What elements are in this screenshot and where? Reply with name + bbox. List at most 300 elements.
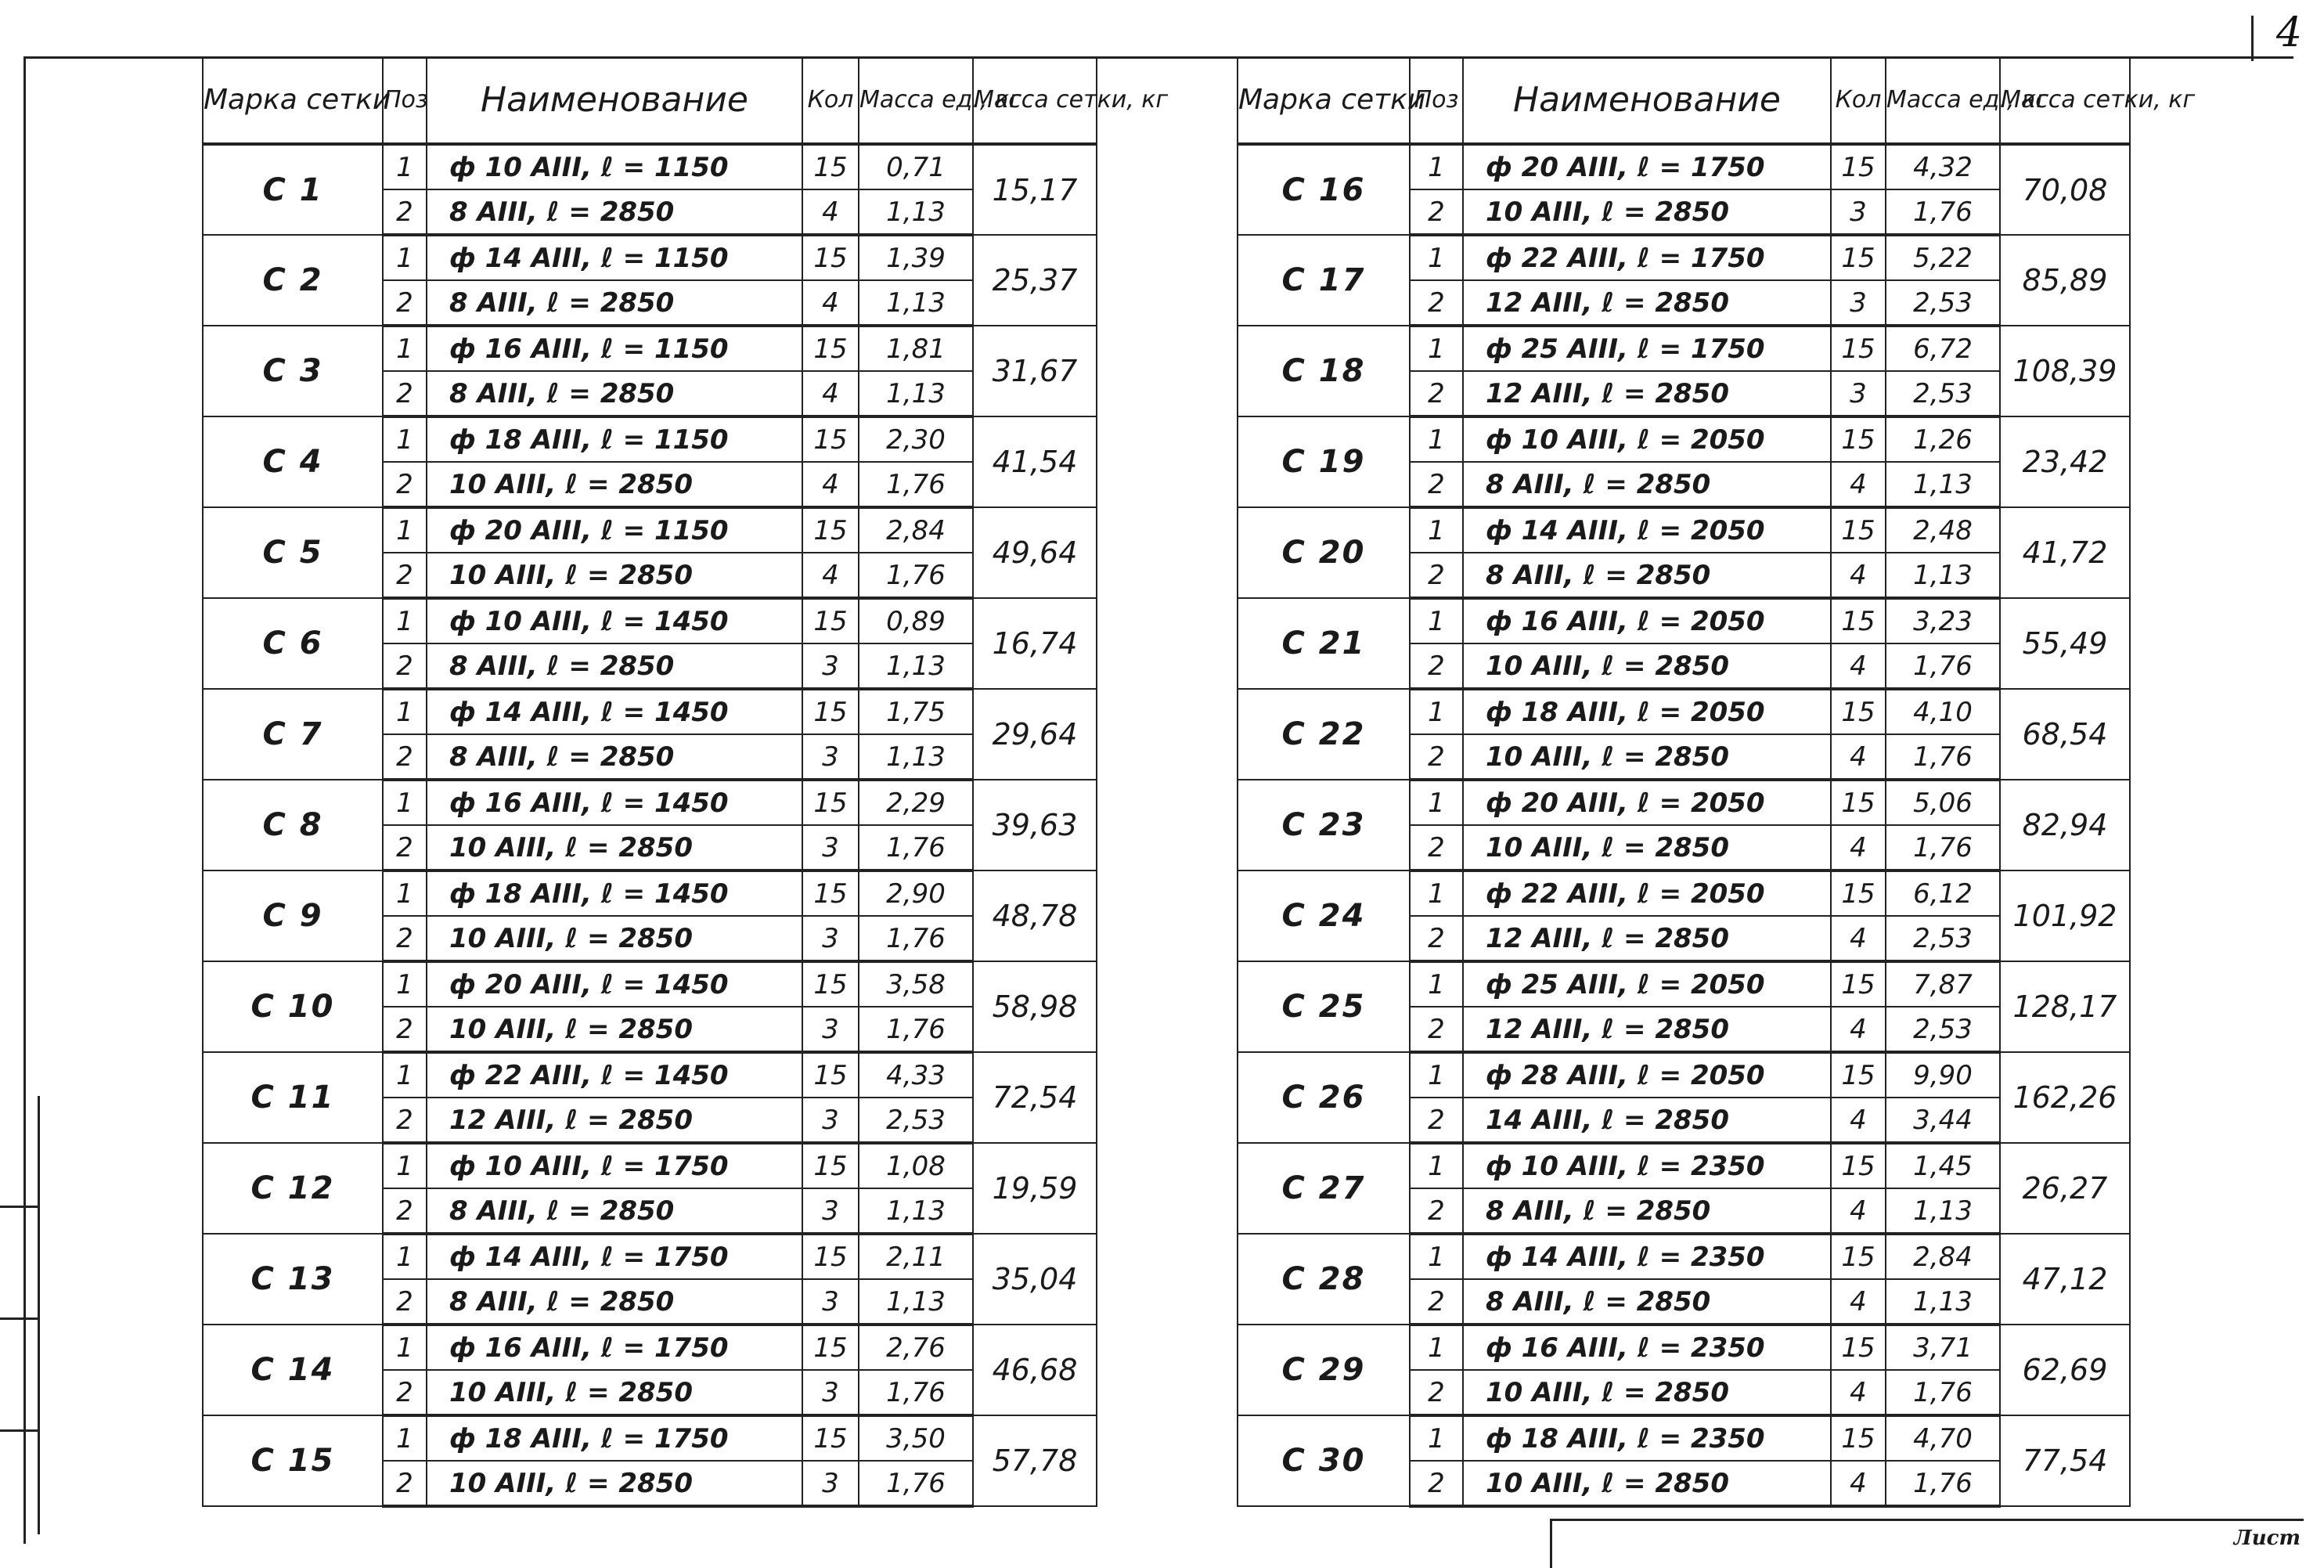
name-cell: ф 14 АIII, ℓ = 2350 [1463, 1234, 1831, 1279]
header-row [1238, 57, 2130, 144]
mesh-total-mass-cell: 19,59 [973, 1143, 1097, 1234]
quantity-cell: 15 [802, 1234, 859, 1279]
table-row [1238, 780, 2130, 825]
right-spec-table [1237, 56, 2196, 1508]
position-cell: 2 [383, 462, 427, 507]
name-cell: ф 10 АIII, ℓ = 2050 [1463, 416, 1831, 462]
table-row [203, 1234, 1097, 1279]
position-cell: 1 [1410, 1415, 1463, 1461]
name-cell: 8 АIII, ℓ = 2850 [427, 1188, 802, 1234]
unit-mass-cell: 1,76 [1886, 189, 2000, 235]
quantity-cell: 4 [1831, 1279, 1886, 1325]
header-name: Наименование [1463, 57, 1831, 144]
quantity-cell: 15 [1831, 1325, 1886, 1370]
mesh-mark-cell: С 16 [1238, 144, 1410, 235]
name-cell: 8 АIII, ℓ = 2850 [427, 189, 802, 235]
unit-mass-cell: 6,12 [1886, 871, 2000, 916]
unit-mass-cell: 1,13 [859, 280, 973, 326]
name-cell: 12 АIII, ℓ = 2850 [1463, 916, 1831, 961]
unit-mass-cell: 1,81 [859, 326, 973, 371]
position-cell: 2 [1410, 916, 1463, 961]
table-row [1238, 326, 2130, 371]
quantity-cell: 15 [802, 1052, 859, 1098]
quantity-cell: 4 [1831, 916, 1886, 961]
name-cell: 8 АIII, ℓ = 2850 [1463, 1188, 1831, 1234]
unit-mass-cell: 2,90 [859, 871, 973, 916]
table-row [203, 689, 1097, 734]
table-row [203, 416, 1097, 462]
position-cell: 2 [383, 916, 427, 961]
mesh-mark-cell: С 28 [1238, 1234, 1410, 1325]
name-cell: ф 18 АIII, ℓ = 2050 [1463, 689, 1831, 734]
table-row [203, 1325, 1097, 1370]
quantity-cell: 15 [802, 144, 859, 189]
position-cell: 1 [1410, 507, 1463, 553]
unit-mass-cell: 1,13 [859, 371, 973, 416]
mesh-mark-cell: С 5 [203, 507, 383, 598]
position-cell: 2 [383, 825, 427, 871]
table-row [203, 961, 1097, 1007]
position-cell: 1 [1410, 871, 1463, 916]
quantity-cell: 3 [802, 1098, 859, 1143]
unit-mass-cell: 1,75 [859, 689, 973, 734]
name-cell: ф 16 АIII, ℓ = 2050 [1463, 598, 1831, 643]
position-cell: 1 [1410, 416, 1463, 462]
mesh-total-mass-cell: 57,78 [973, 1415, 1097, 1506]
quantity-cell: 3 [802, 916, 859, 961]
header-qty: Кол [1831, 57, 1886, 144]
mesh-total-mass-cell: 68,54 [2000, 689, 2130, 780]
position-cell: 2 [1410, 553, 1463, 598]
quantity-cell: 15 [1831, 1052, 1886, 1098]
name-cell: ф 16 АIII, ℓ = 1450 [427, 780, 802, 825]
mesh-mark-cell: С 4 [203, 416, 383, 507]
position-cell: 1 [1410, 235, 1463, 280]
unit-mass-cell: 6,72 [1886, 326, 2000, 371]
quantity-cell: 3 [802, 1188, 859, 1234]
unit-mass-cell: 2,84 [1886, 1234, 2000, 1279]
table-row [1238, 598, 2130, 643]
binding-strip [0, 1096, 40, 1534]
unit-mass-cell: 4,10 [1886, 689, 2000, 734]
unit-mass-cell: 1,13 [1886, 462, 2000, 507]
table-row [1238, 961, 2130, 1007]
position-cell: 2 [1410, 1370, 1463, 1415]
position-cell: 1 [1410, 326, 1463, 371]
title-block-frame [1550, 1519, 2304, 1568]
name-cell: ф 20 АIII, ℓ = 1450 [427, 961, 802, 1007]
quantity-cell: 4 [1831, 553, 1886, 598]
quantity-cell: 15 [1831, 1415, 1886, 1461]
mesh-mark-cell: С 18 [1238, 326, 1410, 416]
quantity-cell: 15 [802, 1415, 859, 1461]
unit-mass-cell: 4,70 [1886, 1415, 2000, 1461]
position-cell: 1 [1410, 1325, 1463, 1370]
quantity-cell: 4 [802, 462, 859, 507]
name-cell: 10 АIII, ℓ = 2850 [427, 553, 802, 598]
name-cell: ф 14 АIII, ℓ = 1450 [427, 689, 802, 734]
name-cell: ф 16 АIII, ℓ = 1750 [427, 1325, 802, 1370]
name-cell: ф 10 АIII, ℓ = 1150 [427, 144, 802, 189]
name-cell: ф 20 АIII, ℓ = 1150 [427, 507, 802, 553]
name-cell: 10 АIII, ℓ = 2850 [427, 1461, 802, 1506]
name-cell: ф 10 АIII, ℓ = 1450 [427, 598, 802, 643]
mesh-mark-cell: С 11 [203, 1052, 383, 1143]
position-cell: 2 [383, 643, 427, 689]
name-cell: ф 20 АIII, ℓ = 1750 [1463, 144, 1831, 189]
quantity-cell: 3 [802, 1370, 859, 1415]
name-cell: ф 28 АIII, ℓ = 2050 [1463, 1052, 1831, 1098]
name-cell: 12 АIII, ℓ = 2850 [1463, 280, 1831, 326]
position-cell: 1 [383, 1325, 427, 1370]
table-row [1238, 235, 2130, 280]
quantity-cell: 3 [1831, 280, 1886, 326]
unit-mass-cell: 1,76 [859, 916, 973, 961]
quantity-cell: 15 [1831, 1143, 1886, 1188]
quantity-cell: 15 [1831, 507, 1886, 553]
table-row [203, 871, 1097, 916]
mesh-total-mass-cell: 29,64 [973, 689, 1097, 780]
position-cell: 1 [383, 416, 427, 462]
quantity-cell: 15 [802, 1143, 859, 1188]
mesh-total-mass-cell: 128,17 [2000, 961, 2130, 1052]
name-cell: ф 14 АIII, ℓ = 2050 [1463, 507, 1831, 553]
position-cell: 1 [383, 144, 427, 189]
quantity-cell: 3 [1831, 371, 1886, 416]
header-pos: Поз [1410, 57, 1463, 144]
mesh-total-mass-cell: 162,26 [2000, 1052, 2130, 1143]
mesh-mark-cell: С 13 [203, 1234, 383, 1325]
position-cell: 1 [383, 326, 427, 371]
frame-right-line [2251, 16, 2254, 61]
header-mark: Марка сетки [1238, 57, 1410, 144]
mesh-total-mass-cell: 31,67 [973, 326, 1097, 416]
name-cell: 14 АIII, ℓ = 2850 [1463, 1098, 1831, 1143]
position-cell: 1 [1410, 961, 1463, 1007]
unit-mass-cell: 2,11 [859, 1234, 973, 1279]
mesh-total-mass-cell: 47,12 [2000, 1234, 2130, 1325]
quantity-cell: 15 [802, 235, 859, 280]
unit-mass-cell: 1,13 [859, 189, 973, 235]
unit-mass-cell: 1,13 [1886, 553, 2000, 598]
table-row [1238, 1325, 2130, 1370]
position-cell: 1 [1410, 598, 1463, 643]
table-row [203, 780, 1097, 825]
mesh-total-mass-cell: 46,68 [973, 1325, 1097, 1415]
quantity-cell: 4 [802, 553, 859, 598]
table-row [203, 1143, 1097, 1188]
position-cell: 1 [383, 598, 427, 643]
quantity-cell: 15 [1831, 1234, 1886, 1279]
position-cell: 2 [383, 280, 427, 326]
position-cell: 2 [1410, 825, 1463, 871]
header-total-mass: Масса сетки, кг [973, 57, 1097, 144]
mesh-mark-cell: С 21 [1238, 598, 1410, 689]
quantity-cell: 15 [802, 689, 859, 734]
quantity-cell: 15 [1831, 871, 1886, 916]
page-number: 4 [2275, 9, 2302, 56]
name-cell: 10 АIII, ℓ = 2850 [427, 1007, 802, 1052]
position-cell: 2 [1410, 280, 1463, 326]
quantity-cell: 15 [802, 416, 859, 462]
quantity-cell: 15 [1831, 144, 1886, 189]
position-cell: 2 [383, 371, 427, 416]
unit-mass-cell: 1,13 [859, 643, 973, 689]
position-cell: 1 [383, 1143, 427, 1188]
name-cell: ф 25 АIII, ℓ = 1750 [1463, 326, 1831, 371]
quantity-cell: 4 [1831, 734, 1886, 780]
unit-mass-cell: 5,06 [1886, 780, 2000, 825]
mesh-mark-cell: С 2 [203, 235, 383, 326]
quantity-cell: 4 [1831, 462, 1886, 507]
quantity-cell: 4 [1831, 1188, 1886, 1234]
mesh-total-mass-cell: 85,89 [2000, 235, 2130, 326]
position-cell: 1 [383, 1234, 427, 1279]
mesh-mark-cell: С 6 [203, 598, 383, 689]
table-row [203, 1052, 1097, 1098]
quantity-cell: 15 [802, 326, 859, 371]
header-unit-mass: Масса ед., кг [1886, 57, 2000, 144]
mesh-mark-cell: С 9 [203, 871, 383, 961]
mesh-mark-cell: С 3 [203, 326, 383, 416]
name-cell: ф 18 АIII, ℓ = 1750 [427, 1415, 802, 1461]
unit-mass-cell: 2,84 [859, 507, 973, 553]
quantity-cell: 4 [1831, 1370, 1886, 1415]
name-cell: ф 18 АIII, ℓ = 2350 [1463, 1415, 1831, 1461]
unit-mass-cell: 1,76 [859, 1007, 973, 1052]
unit-mass-cell: 2,30 [859, 416, 973, 462]
name-cell: ф 22 АIII, ℓ = 2050 [1463, 871, 1831, 916]
position-cell: 1 [383, 1415, 427, 1461]
position-cell: 2 [1410, 1461, 1463, 1506]
table-row [1238, 1415, 2130, 1461]
table-row [1238, 1052, 2130, 1098]
position-cell: 2 [1410, 371, 1463, 416]
quantity-cell: 3 [802, 643, 859, 689]
name-cell: 8 АIII, ℓ = 2850 [427, 643, 802, 689]
quantity-cell: 3 [802, 1279, 859, 1325]
mesh-mark-cell: С 23 [1238, 780, 1410, 871]
mesh-mark-cell: С 27 [1238, 1143, 1410, 1234]
unit-mass-cell: 2,29 [859, 780, 973, 825]
position-cell: 2 [1410, 643, 1463, 689]
name-cell: 8 АIII, ℓ = 2850 [1463, 1279, 1831, 1325]
name-cell: 10 АIII, ℓ = 2850 [427, 916, 802, 961]
unit-mass-cell: 1,08 [859, 1143, 973, 1188]
unit-mass-cell: 2,48 [1886, 507, 2000, 553]
position-cell: 1 [1410, 689, 1463, 734]
name-cell: 10 АIII, ℓ = 2850 [1463, 1461, 1831, 1506]
unit-mass-cell: 2,53 [1886, 280, 2000, 326]
mesh-total-mass-cell: 55,49 [2000, 598, 2130, 689]
unit-mass-cell: 9,90 [1886, 1052, 2000, 1098]
unit-mass-cell: 1,13 [1886, 1279, 2000, 1325]
name-cell: ф 22 АIII, ℓ = 1750 [1463, 235, 1831, 280]
header-name: Наименование [427, 57, 802, 144]
position-cell: 1 [383, 871, 427, 916]
name-cell: ф 18 АIII, ℓ = 1450 [427, 871, 802, 916]
mesh-total-mass-cell: 26,27 [2000, 1143, 2130, 1234]
unit-mass-cell: 2,53 [1886, 371, 2000, 416]
position-cell: 2 [1410, 462, 1463, 507]
quantity-cell: 3 [1831, 189, 1886, 235]
mesh-total-mass-cell: 62,69 [2000, 1325, 2130, 1415]
quantity-cell: 15 [802, 871, 859, 916]
position-cell: 1 [383, 689, 427, 734]
unit-mass-cell: 1,39 [859, 235, 973, 280]
quantity-cell: 15 [802, 780, 859, 825]
unit-mass-cell: 1,76 [1886, 1461, 2000, 1506]
quantity-cell: 3 [802, 825, 859, 871]
mesh-mark-cell: С 15 [203, 1415, 383, 1506]
position-cell: 2 [383, 1279, 427, 1325]
position-cell: 2 [1410, 734, 1463, 780]
mesh-total-mass-cell: 101,92 [2000, 871, 2130, 961]
mesh-mark-cell: С 24 [1238, 871, 1410, 961]
position-cell: 2 [1410, 1098, 1463, 1143]
mesh-mark-cell: С 22 [1238, 689, 1410, 780]
mesh-mark-cell: С 12 [203, 1143, 383, 1234]
position-cell: 2 [383, 1188, 427, 1234]
table-row [203, 144, 1097, 189]
name-cell: 8 АIII, ℓ = 2850 [427, 1279, 802, 1325]
name-cell: 10 АIII, ℓ = 2850 [1463, 189, 1831, 235]
position-cell: 2 [1410, 1007, 1463, 1052]
name-cell: 12 АIII, ℓ = 2850 [427, 1098, 802, 1143]
mesh-total-mass-cell: 41,72 [2000, 507, 2130, 598]
name-cell: 10 АIII, ℓ = 2850 [1463, 734, 1831, 780]
position-cell: 1 [383, 961, 427, 1007]
unit-mass-cell: 1,45 [1886, 1143, 2000, 1188]
name-cell: 12 АIII, ℓ = 2850 [1463, 1007, 1831, 1052]
position-cell: 1 [1410, 1052, 1463, 1098]
name-cell: ф 14 АIII, ℓ = 1750 [427, 1234, 802, 1279]
mesh-mark-cell: С 25 [1238, 961, 1410, 1052]
name-cell: ф 14 АIII, ℓ = 1150 [427, 235, 802, 280]
mesh-total-mass-cell: 15,17 [973, 144, 1097, 235]
position-cell: 1 [1410, 144, 1463, 189]
unit-mass-cell: 1,76 [1886, 1370, 2000, 1415]
unit-mass-cell: 1,76 [1886, 643, 2000, 689]
quantity-cell: 3 [802, 734, 859, 780]
table-row [1238, 144, 2130, 189]
name-cell: ф 16 АIII, ℓ = 1150 [427, 326, 802, 371]
mesh-total-mass-cell: 48,78 [973, 871, 1097, 961]
position-cell: 2 [383, 553, 427, 598]
quantity-cell: 4 [1831, 1461, 1886, 1506]
left-table-body [203, 144, 1097, 1506]
position-cell: 1 [1410, 1143, 1463, 1188]
unit-mass-cell: 3,44 [1886, 1098, 2000, 1143]
position-cell: 2 [383, 1098, 427, 1143]
quantity-cell: 15 [1831, 961, 1886, 1007]
name-cell: ф 10 АIII, ℓ = 2350 [1463, 1143, 1831, 1188]
mesh-mark-cell: С 17 [1238, 235, 1410, 326]
quantity-cell: 15 [1831, 598, 1886, 643]
name-cell: ф 16 АIII, ℓ = 2350 [1463, 1325, 1831, 1370]
table-row [203, 326, 1097, 371]
unit-mass-cell: 1,13 [859, 734, 973, 780]
unit-mass-cell: 1,76 [859, 1370, 973, 1415]
mesh-mark-cell: С 19 [1238, 416, 1410, 507]
unit-mass-cell: 3,58 [859, 961, 973, 1007]
quantity-cell: 4 [802, 189, 859, 235]
position-cell: 2 [1410, 189, 1463, 235]
table-row [203, 1415, 1097, 1461]
mesh-total-mass-cell: 77,54 [2000, 1415, 2130, 1506]
position-cell: 2 [383, 734, 427, 780]
quantity-cell: 15 [1831, 326, 1886, 371]
quantity-cell: 3 [802, 1007, 859, 1052]
table-row [1238, 416, 2130, 462]
mesh-mark-cell: С 10 [203, 961, 383, 1052]
position-cell: 2 [383, 1370, 427, 1415]
quantity-cell: 4 [1831, 1007, 1886, 1052]
mesh-total-mass-cell: 49,64 [973, 507, 1097, 598]
unit-mass-cell: 0,71 [859, 144, 973, 189]
position-cell: 2 [1410, 1188, 1463, 1234]
unit-mass-cell: 1,13 [1886, 1188, 2000, 1234]
quantity-cell: 15 [802, 1325, 859, 1370]
mesh-total-mass-cell: 58,98 [973, 961, 1097, 1052]
mesh-total-mass-cell: 35,04 [973, 1234, 1097, 1325]
name-cell: ф 25 АIII, ℓ = 2050 [1463, 961, 1831, 1007]
unit-mass-cell: 5,22 [1886, 235, 2000, 280]
name-cell: 10 АIII, ℓ = 2850 [427, 825, 802, 871]
unit-mass-cell: 1,76 [859, 553, 973, 598]
table-row [203, 235, 1097, 280]
table-row [1238, 507, 2130, 553]
mesh-total-mass-cell: 72,54 [973, 1052, 1097, 1143]
right-table-body [1238, 144, 2130, 1506]
unit-mass-cell: 3,50 [859, 1415, 973, 1461]
table-row [203, 598, 1097, 643]
header-pos: Поз [383, 57, 427, 144]
name-cell: 10 АIII, ℓ = 2850 [427, 1370, 802, 1415]
sheet-label: Лист [2233, 1527, 2301, 1550]
name-cell: ф 10 АIII, ℓ = 1750 [427, 1143, 802, 1188]
name-cell: 10 АIII, ℓ = 2850 [427, 462, 802, 507]
name-cell: 8 АIII, ℓ = 2850 [427, 280, 802, 326]
unit-mass-cell: 1,13 [859, 1188, 973, 1234]
mesh-total-mass-cell: 82,94 [2000, 780, 2130, 871]
name-cell: 8 АIII, ℓ = 2850 [427, 371, 802, 416]
quantity-cell: 15 [1831, 689, 1886, 734]
unit-mass-cell: 2,53 [859, 1098, 973, 1143]
mesh-total-mass-cell: 23,42 [2000, 416, 2130, 507]
unit-mass-cell: 4,32 [1886, 144, 2000, 189]
mesh-mark-cell: С 1 [203, 144, 383, 235]
mesh-total-mass-cell: 39,63 [973, 780, 1097, 871]
unit-mass-cell: 0,89 [859, 598, 973, 643]
name-cell: ф 18 АIII, ℓ = 1150 [427, 416, 802, 462]
mesh-mark-cell: С 29 [1238, 1325, 1410, 1415]
mesh-mark-cell: С 7 [203, 689, 383, 780]
table-row [203, 507, 1097, 553]
name-cell: ф 22 АIII, ℓ = 1450 [427, 1052, 802, 1098]
header-unit-mass: Масса ед., кг [859, 57, 973, 144]
position-cell: 1 [383, 507, 427, 553]
mesh-total-mass-cell: 108,39 [2000, 326, 2130, 416]
name-cell: ф 20 АIII, ℓ = 2050 [1463, 780, 1831, 825]
unit-mass-cell: 3,23 [1886, 598, 2000, 643]
table-row [1238, 871, 2130, 916]
name-cell: 10 АIII, ℓ = 2850 [1463, 643, 1831, 689]
mesh-mark-cell: С 14 [203, 1325, 383, 1415]
name-cell: 8 АIII, ℓ = 2850 [1463, 462, 1831, 507]
position-cell: 1 [383, 1052, 427, 1098]
quantity-cell: 15 [802, 507, 859, 553]
